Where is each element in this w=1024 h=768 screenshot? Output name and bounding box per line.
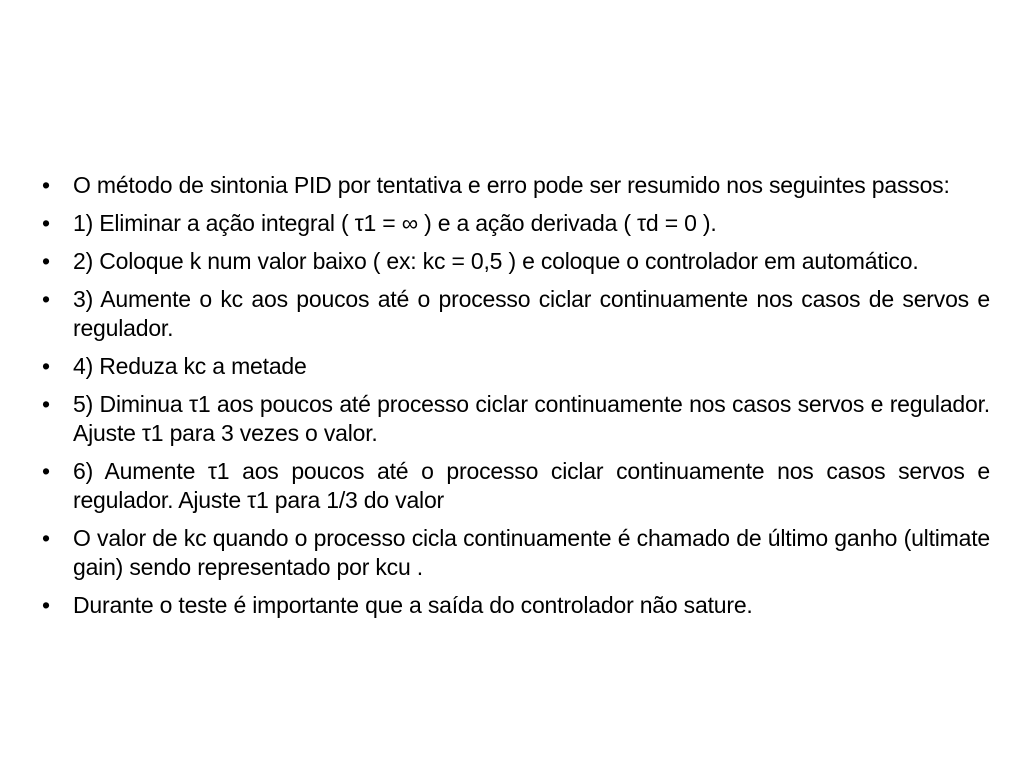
bullet-text: 6) Aumente τ1 aos poucos até o processo ciclar continuamente nos casos servos e regulador. Ajuste τ1 para 1/3 do valor — [73, 458, 990, 513]
bullet-icon: • — [42, 592, 50, 618]
bullet-text: 2) Coloque k num valor baixo ( ex: kc = 0,5 ) e coloque o controlador em automático. — [73, 248, 919, 274]
bullet-item-7 — [42, 457, 990, 515]
bullet-item-9 — [42, 591, 990, 620]
bullet-list — [42, 171, 990, 629]
bullet-icon: • — [42, 286, 50, 312]
bullet-text: Durante o teste é importante que a saída do controlador não sature. — [73, 592, 753, 618]
bullet-item-1 — [42, 171, 990, 200]
bullet-item-2 — [42, 209, 990, 238]
bullet-item-4 — [42, 285, 990, 343]
bullet-item-6 — [42, 390, 990, 448]
bullet-icon: • — [42, 353, 50, 379]
bullet-text: 3) Aumente o kc aos poucos até o processo ciclar continuamente nos casos de servos e regulador. — [73, 286, 990, 341]
bullet-item-5 — [42, 352, 990, 381]
bullet-item-8 — [42, 524, 990, 582]
bullet-icon: • — [42, 391, 50, 417]
bullet-icon: • — [42, 210, 50, 236]
bullet-icon: • — [42, 458, 50, 484]
bullet-text: O valor de kc quando o processo cicla continuamente é chamado de último ganho (ultimate gain) sendo representado por kcu . — [73, 525, 990, 580]
bullet-text: 5) Diminua τ1 aos poucos até processo ciclar continuamente nos casos servos e regulador. Ajuste τ1 para 3 vezes o valor. — [73, 391, 990, 446]
bullet-icon: • — [42, 525, 50, 551]
bullet-text: 1) Eliminar a ação integral ( τ1 = ∞ ) e a ação derivada ( τd = 0 ). — [73, 210, 717, 236]
bullet-icon: • — [42, 172, 50, 198]
bullet-icon: • — [42, 248, 50, 274]
bullet-text: O método de sintonia PID por tentativa e erro pode ser resumido nos seguintes passos: — [73, 172, 950, 198]
bullet-item-3 — [42, 247, 990, 276]
bullet-text: 4) Reduza kc a metade — [73, 353, 307, 379]
